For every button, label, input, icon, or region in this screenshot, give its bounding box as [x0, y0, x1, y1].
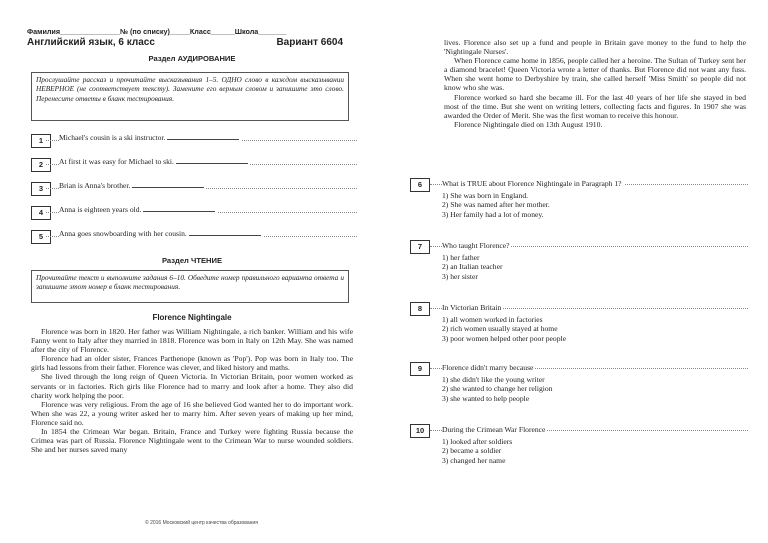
- task-number-box: 9: [410, 362, 430, 376]
- question-text: Who taught Florence?: [442, 241, 510, 250]
- answer-blank[interactable]: [189, 229, 261, 236]
- answer-option[interactable]: 1) all women worked in factories: [442, 315, 543, 324]
- answer-options: [442, 437, 512, 465]
- answer-option[interactable]: 2) became a soldier: [442, 446, 502, 456]
- question-text: Florence didn't marry because: [442, 363, 534, 372]
- answer-option[interactable]: 1) she didn't like the young writer: [442, 375, 545, 384]
- story-paragraph: Florence had an older sister, Frances Parthenope (known as 'Pop'). Pop was born in Italy too. The girls had lessons from their father. Florence was clever, and liked history and maths.: [31, 354, 353, 373]
- story-paragraph: Florence Nightingale died on 13th August 1910.: [454, 119, 603, 129]
- answer-option[interactable]: 3) she wanted to help people: [442, 393, 530, 403]
- story-paragraph: Florence worked so hard she became ill. For the last 40 years of her life she stayed in bed most of the time. But she went on writing letters, collecting facts and figures. In 1907 she was awarded the Order of Merit. She was the first woman to receive this honour.: [444, 92, 746, 120]
- answer-option[interactable]: 3) poor women helped other poor people: [442, 333, 566, 343]
- variant-number: Вариант 6604: [276, 37, 343, 48]
- answer-option[interactable]: 3) changed her name: [442, 455, 506, 465]
- answer-option[interactable]: 3) Her family had a lot of money.: [442, 209, 544, 219]
- answer-blank[interactable]: [167, 133, 239, 140]
- answer-options: [442, 253, 503, 281]
- story-paragraph: When Florence came home in 1856, people called her a heroine. The Sultan of Turkey sent her a diamond bracelet! Queen Victoria wrote a letter of thanks. But Florence did not want any fuss. When she went home to Derbyshire by train, she called herself 'Miss Smith' so people did not know who she was.: [444, 56, 746, 93]
- answer-option[interactable]: 3) her sister: [442, 271, 478, 281]
- task-number-box: 7: [410, 240, 430, 254]
- answer-blank[interactable]: [132, 181, 204, 188]
- listening-statement: [59, 205, 217, 214]
- task-number-box: 5: [31, 230, 51, 244]
- listening-statement: [59, 133, 241, 142]
- question-text: During the Crimean War Florence: [442, 425, 546, 434]
- answer-options: [442, 375, 553, 403]
- statement-text: At first it was easy for Michael to ski.: [59, 157, 174, 166]
- story-paragraph: Florence was born in 1820. Her father was William Nightingale, a rich banker. William and his wife Fanny went to Italy after they married in 1818. Florence was born in Italy on 12th May. She was named after the city of Florence.: [31, 327, 353, 355]
- task-number-box: 3: [31, 182, 51, 196]
- task-number-box: 10: [410, 424, 430, 438]
- listening-section-title: Раздел АУДИРОВАНИЕ: [148, 54, 236, 63]
- question-text: What is TRUE about Florence Nightingale in Paragraph 1?: [442, 179, 622, 188]
- answer-option[interactable]: 1) She was born in England.: [442, 191, 529, 200]
- reading-instruction: Прочитайте текст и выполните задания 6–10. Обведите номер правильного варианта ответа и запишите этот номер в бланк тестирования.: [31, 270, 349, 303]
- story-paragraph: In 1854 the Crimean War began. Britain, France and Turkey were fighting Russia because the Crimea was part of Russia. Florence Nightingale went to the Crimean War to nurse wounded soldiers. She and her nurses saved many: [31, 427, 353, 455]
- story-title: Florence Nightingale: [152, 313, 232, 322]
- answer-option[interactable]: 2) an Italian teacher: [442, 262, 503, 272]
- listening-statement: [59, 157, 250, 166]
- task-number-box: 2: [31, 158, 51, 172]
- story-text-right: [444, 38, 746, 129]
- student-fields-line: Фамилия_______________№ (по списку)_____Класс______Школа_______: [27, 27, 287, 36]
- task-number-box: 6: [410, 178, 430, 192]
- task-number-box: 4: [31, 206, 51, 220]
- answer-option[interactable]: 1) her father: [442, 253, 480, 262]
- statement-text: Brian is Anna's brother.: [59, 181, 131, 190]
- answer-option[interactable]: 2) She was named after her mother.: [442, 200, 550, 210]
- reading-section-title: Раздел ЧТЕНИЕ: [161, 256, 223, 265]
- answer-option[interactable]: 2) rich women usually stayed at home: [442, 324, 558, 334]
- copyright-footer: © 2016 Московский центр качества образования: [145, 520, 258, 526]
- answer-option[interactable]: 1) looked after soldiers: [442, 437, 513, 446]
- answer-blank[interactable]: [176, 157, 248, 164]
- question-text: In Victorian Britain: [442, 303, 502, 312]
- listening-statement: [59, 229, 263, 238]
- statement-text: Anna is eighteen years old.: [59, 205, 142, 214]
- statement-text: Michael's cousin is a ski instructor.: [59, 133, 166, 142]
- answer-options: [442, 315, 566, 343]
- statement-text: Anna goes snowboarding with her cousin.: [59, 229, 187, 238]
- listening-statement: [59, 181, 206, 190]
- story-paragraph: She lived through the long reign of Queen Victoria. In Victorian Britain, poor women worked as servants or in factories. Rich girls like Florence had to marry and look after a home. They also did charity work helping the poor.: [31, 372, 353, 400]
- answer-blank[interactable]: [143, 205, 215, 212]
- story-paragraph: Florence was very religious. From the age of 16 she believed God wanted her to do important work. When she was 22, a young writer asked her to marry him. After seven years of making up her mind, Florence said no.: [31, 399, 353, 427]
- subject-title: Английский язык, 6 класс: [27, 37, 155, 48]
- subject-header: [27, 37, 357, 48]
- story-text-left: [31, 327, 353, 454]
- task-number-box: 1: [31, 134, 51, 148]
- answer-options: [442, 191, 550, 219]
- task-number-box: 8: [410, 302, 430, 316]
- listening-instruction: Прослушайте рассказ и прочитайте высказывания 1–5. ОДНО слово в каждом высказывании НЕВЕРНОЕ (не соответствует тексту). Замените его верным словом и запишите это слово. Перенесите ответы в бланк тестирования.: [31, 72, 349, 121]
- answer-option[interactable]: 2) she wanted to change her religion: [442, 384, 553, 394]
- story-paragraph: lives. Florence also set up a fund and people in Britain gave money to the fund to help the 'Nightingale Nurses'.: [444, 38, 746, 57]
